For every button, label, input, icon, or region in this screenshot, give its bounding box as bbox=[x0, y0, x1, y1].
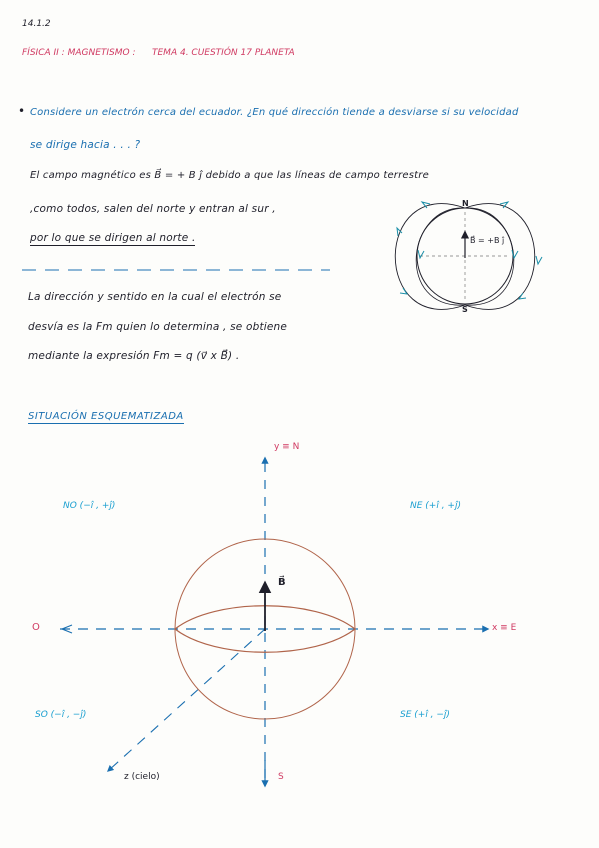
quadrant-no-label: NO (−ı̂ , +ȷ̂) bbox=[63, 501, 116, 511]
bullet: • bbox=[18, 104, 26, 118]
question-line-1: Considere un electrón cerca del ecuador. ¿En qué dirección tiende a desviarse si su velocidad bbox=[30, 107, 519, 118]
quadrant-so-label: SO (−ı̂ , −ȷ̂) bbox=[35, 710, 87, 720]
earth-field-label: B⃗ = +B ȷ̂ bbox=[470, 236, 505, 245]
explanation-line-1: El campo magnético es B⃗ = + B ȷ̂ debido a que las líneas de campo terrestre bbox=[30, 170, 429, 181]
explanation-line-3: por lo que se dirigen al norte . bbox=[30, 232, 196, 244]
earth-north-label: N bbox=[462, 199, 469, 208]
page-title-topic: TEMA 4. CUESTIÓN 17 PLANETA bbox=[152, 48, 295, 58]
page-date: 14.1.2 bbox=[22, 19, 51, 29]
earth-field-sketch bbox=[395, 202, 542, 309]
b-vector-label: B⃗ bbox=[278, 577, 286, 588]
field-line-inner-left bbox=[416, 208, 465, 305]
section-title: SITUACIÓN ESQUEMATIZADA bbox=[28, 411, 184, 422]
question-line-2: se dirige hacia . . . ? bbox=[30, 139, 141, 151]
page-title-subject: FÍSICA II : MAGNETISMO : bbox=[22, 48, 136, 58]
earth-south-label: S bbox=[462, 305, 468, 314]
z-axis-line bbox=[108, 629, 265, 771]
quadrant-se-label: SE (+ı̂ , −ȷ̂) bbox=[400, 710, 450, 720]
south-label: S bbox=[278, 772, 284, 782]
field-line-outer-right bbox=[465, 204, 535, 310]
y-axis-label: y ≡ N bbox=[274, 442, 300, 452]
x-axis-label: x ≡ E bbox=[492, 623, 517, 633]
conclusion-line-2: desvía es la Fm quien lo determina , se obtiene bbox=[28, 321, 288, 333]
explanation-line-2: ,como todos, salen del norte y entran al sur , bbox=[30, 203, 276, 215]
z-axis-label: z (cielo) bbox=[124, 772, 160, 782]
field-line-inner-right bbox=[465, 208, 514, 305]
conclusion-line-1: La dirección y sentido en la cual el electrón se bbox=[28, 291, 282, 303]
quadrant-ne-label: NE (+ı̂ , +ȷ̂) bbox=[410, 501, 461, 511]
conclusion-line-3: mediante la expresión Fm = q (v⃗ x B⃗) . bbox=[28, 350, 240, 362]
west-label: O bbox=[32, 622, 40, 633]
